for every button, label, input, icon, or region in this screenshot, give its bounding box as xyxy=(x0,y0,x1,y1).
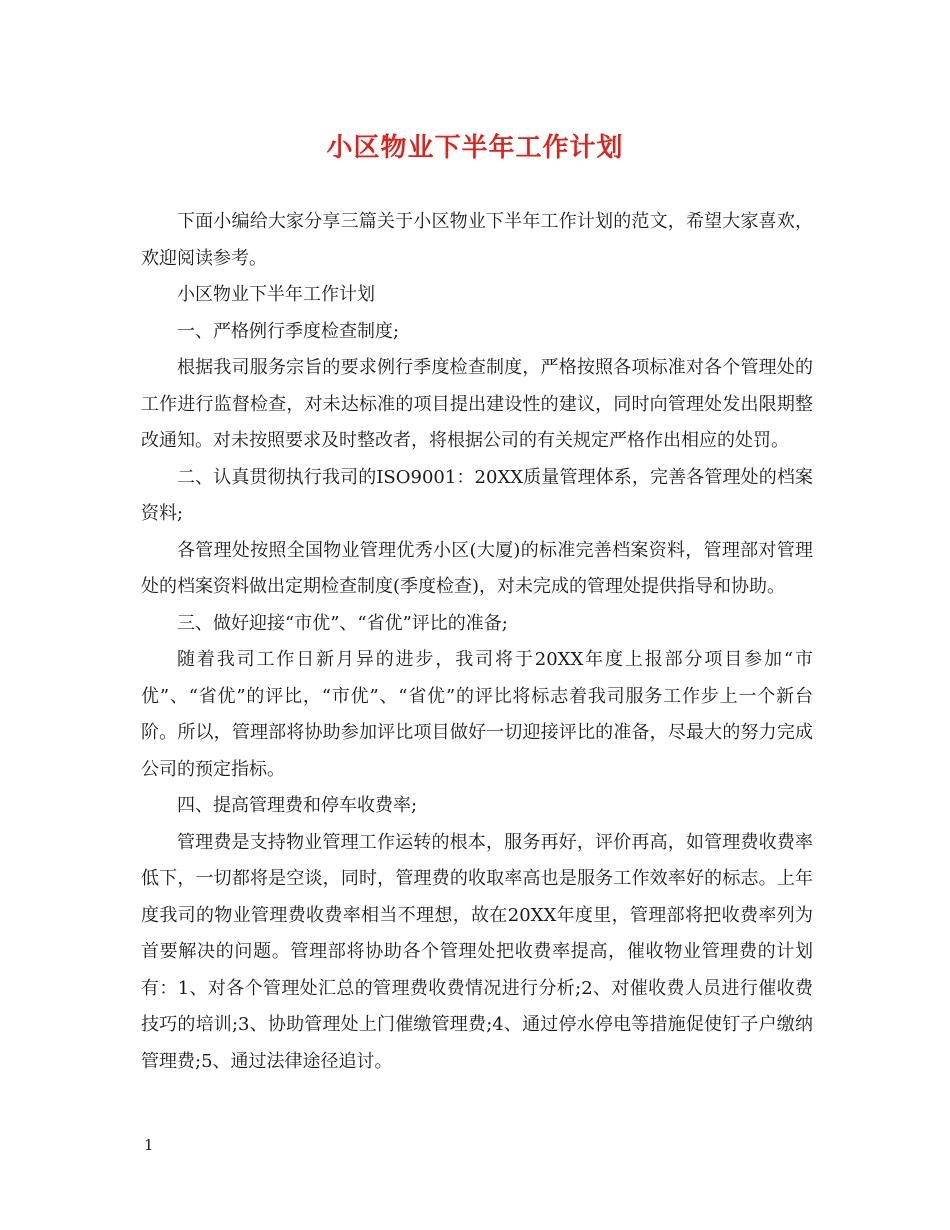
section-heading-2: 二、认真贯彻执行我司的ISO9001：20XX质量管理体系，完善各管理处的档案资料; xyxy=(141,466,813,524)
paragraph-intro: 下面小编给大家分享三篇关于小区物业下半年工作计划的范文，希望大家喜欢，欢迎阅读参考。 xyxy=(141,211,813,269)
paragraph-section-3: 随着我司工作日新月异的进步，我司将于20XX年度上报部分项目参加“市优”、“省优”的评比，“市优”、“省优”的评比将标志着我司服务工作步上一个新台阶。所以，管理部将协助参加评比项目做好一切迎接评比的准备，尽最大的努力完成公司的预定指标。 xyxy=(141,649,813,780)
section-heading-3: 三、做好迎接“市优”、“省优”评比的准备; xyxy=(177,612,508,634)
page-number: 1 xyxy=(144,1136,154,1154)
paragraph-section-1: 根据我司服务宗旨的要求例行季度检查制度，严格按照各项标准对各个管理处的工作进行监督检查，对未达标准的项目提出建设性的建议，同时向管理处发出限期整改通知。对未按照要求及时整改者，将根据公司的有关规定严格作出相应的处罚。 xyxy=(141,357,813,451)
section-heading-1: 一、严格例行季度检查制度; xyxy=(177,320,400,342)
paragraph-section-4: 管理费是支持物业管理工作运转的根本，服务再好，评价再高，如管理费收费率低下，一切都将是空谈，同时，管理费的收取率高也是服务工作效率好的标志。上年度我司的物业管理费收费率相当不理想，故在20XX年度里，管理部将把收费率列为首要解决的问题。管理部将协助各个管理处把收费率提高，催收物业管理费的计划有：1、对各个管理处汇总的管理费收费情况进行分析;2、对催收费人员进行催收费技巧的培训;3、协助管理处上门催缴管理费;4、通过停水停电等措施促使钉子户缴纳管理费;5、通过法律途径追讨。 xyxy=(141,831,813,1072)
document-body xyxy=(141,204,813,1080)
paragraph-section-2: 各管理处按照全国物业管理优秀小区(大厦)的标准完善档案资料，管理部对管理处的档案资料做出定期检查制度(季度检查)，对未完成的管理处提供指导和协助。 xyxy=(141,539,813,597)
page-title: 小区物业下半年工作计划 xyxy=(326,133,624,163)
section-heading-4: 四、提高管理费和停车收费率; xyxy=(177,795,418,816)
paragraph-subtitle: 小区物业下半年工作计划 xyxy=(177,284,375,305)
